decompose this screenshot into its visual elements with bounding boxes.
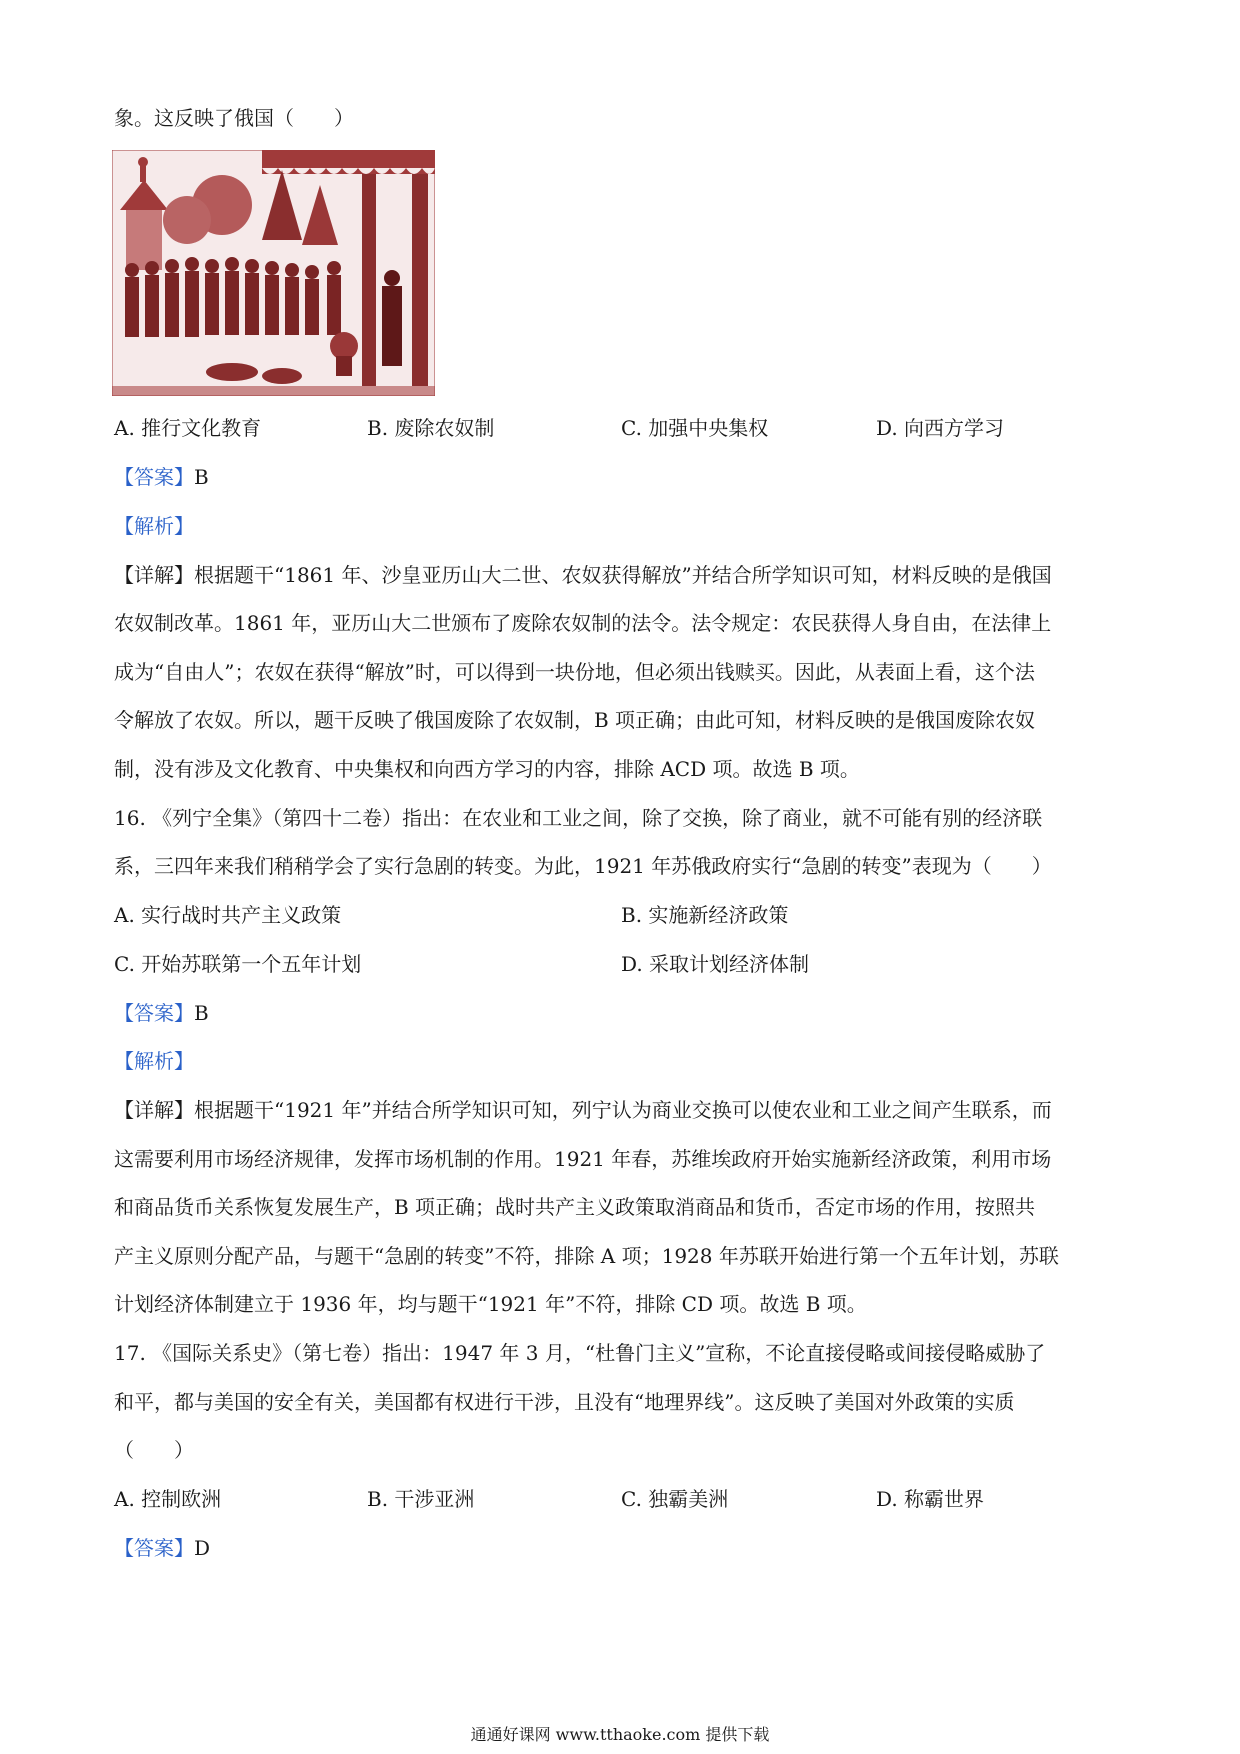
q15-detail-line bbox=[114, 561, 1134, 589]
detail-tag: 【详解】 bbox=[114, 1098, 194, 1122]
q15-option-b: B. 废除农奴制 bbox=[367, 416, 495, 440]
answer-value: B bbox=[194, 1001, 209, 1025]
answer-tag: 【答案】 bbox=[114, 465, 194, 489]
analysis-tag: 【解析】 bbox=[114, 514, 194, 538]
q15-answer bbox=[114, 463, 1134, 491]
q17-option-a: A. 控制欧洲 bbox=[114, 1487, 222, 1511]
q16-answer bbox=[114, 999, 1134, 1027]
q16-detail-line: 产主义原则分配产品，与题干“急剧的转变”不符，排除 A 项；1928 年苏联开始进行第一个五年计划，苏联 bbox=[114, 1244, 1059, 1268]
detail-text: 根据题干“1861 年、沙皇亚历山大二世、农奴获得解放”并结合所学知识可知，材料反映的是俄国 bbox=[194, 563, 1052, 587]
q16-stem: 16. 《列宁全集》（第四十二卷）指出：在农业和工业之间，除了交换，除了商业，就不可能有别的经济联 bbox=[114, 806, 1043, 830]
serf-emancipation-engraving bbox=[112, 150, 435, 396]
q17-answer bbox=[114, 1534, 1134, 1562]
q17-stem: 17. 《国际关系史》（第七卷）指出：1947 年 3 月，“杜鲁门主义”宣称，不论直接侵略或间接侵略威胁了 bbox=[114, 1341, 1046, 1365]
q15-detail-line: 制，没有涉及文化教育、中央集权和向西方学习的内容，排除 ACD 项。故选 B 项。 bbox=[114, 757, 860, 781]
question-15-stem-end: 象。这反映了俄国（ ） bbox=[114, 106, 354, 130]
q17-stem: 和平，都与美国的安全有关，美国都有权进行干涉，且没有“地理界线”。这反映了美国对外政策的实质 bbox=[114, 1390, 1015, 1414]
q16-option-c: C. 开始苏联第一个五年计划 bbox=[114, 952, 362, 976]
q16-option-b: B. 实施新经济政策 bbox=[621, 903, 789, 927]
q16-detail-line: 计划经济体制建立于 1936 年，均与题干“1921 年”不符，排除 CD 项。故选 B 项。 bbox=[114, 1292, 867, 1316]
q15-analysis-heading bbox=[114, 512, 1134, 540]
answer-value: B bbox=[194, 465, 209, 489]
q15-option-d: D. 向西方学习 bbox=[876, 416, 1005, 440]
q16-detail-line bbox=[114, 1096, 1134, 1124]
q16-detail-line: 和商品货币关系恢复发展生产，B 项正确；战时共产主义政策取消商品和货币，否定市场的作用，按照共 bbox=[114, 1195, 1036, 1219]
answer-value: D bbox=[194, 1536, 211, 1560]
q16-option-d: D. 采取计划经济体制 bbox=[621, 952, 810, 976]
q16-analysis-heading bbox=[114, 1047, 1134, 1075]
q15-detail-line: 成为“自由人”；农奴在获得“解放”时，可以得到一块份地，但必须出钱赎买。因此，从表面上看，这个法 bbox=[114, 660, 1035, 684]
q15-option-c: C. 加强中央集权 bbox=[621, 416, 769, 440]
q17-option-d: D. 称霸世界 bbox=[876, 1487, 985, 1511]
q17-stem: （ ） bbox=[114, 1438, 194, 1462]
q15-detail-line: 令解放了农奴。所以，题干反映了俄国废除了农奴制，B 项正确；由此可知，材料反映的是俄国废除农奴 bbox=[114, 708, 1036, 732]
analysis-tag: 【解析】 bbox=[114, 1049, 194, 1073]
detail-text: 根据题干“1921 年”并结合所学知识可知，列宁认为商业交换可以使农业和工业之间产生联系，而 bbox=[194, 1098, 1052, 1122]
page-footer: 通通好课网 www.tthaoke.com 提供下载 bbox=[470, 1725, 770, 1744]
q17-option-c: C. 独霸美洲 bbox=[621, 1487, 729, 1511]
q16-stem: 系，三四年来我们稍稍学会了实行急剧的转变。为此，1921 年苏俄政府实行“急剧的转变”表现为（ ） bbox=[114, 854, 1052, 878]
q15-detail-line: 农奴制改革。1861 年，亚历山大二世颁布了废除农奴制的法令。法令规定：农民获得人身自由，在法律上 bbox=[114, 611, 1052, 635]
answer-tag: 【答案】 bbox=[114, 1001, 194, 1025]
q17-option-b: B. 干涉亚洲 bbox=[367, 1487, 475, 1511]
q15-option-a: A. 推行文化教育 bbox=[114, 416, 262, 440]
q16-detail-line: 这需要利用市场经济规律，发挥市场机制的作用。1921 年春，苏维埃政府开始实施新经济政策，利用市场 bbox=[114, 1147, 1052, 1171]
answer-tag: 【答案】 bbox=[114, 1536, 194, 1560]
q16-option-a: A. 实行战时共产主义政策 bbox=[114, 903, 342, 927]
detail-tag: 【详解】 bbox=[114, 563, 194, 587]
